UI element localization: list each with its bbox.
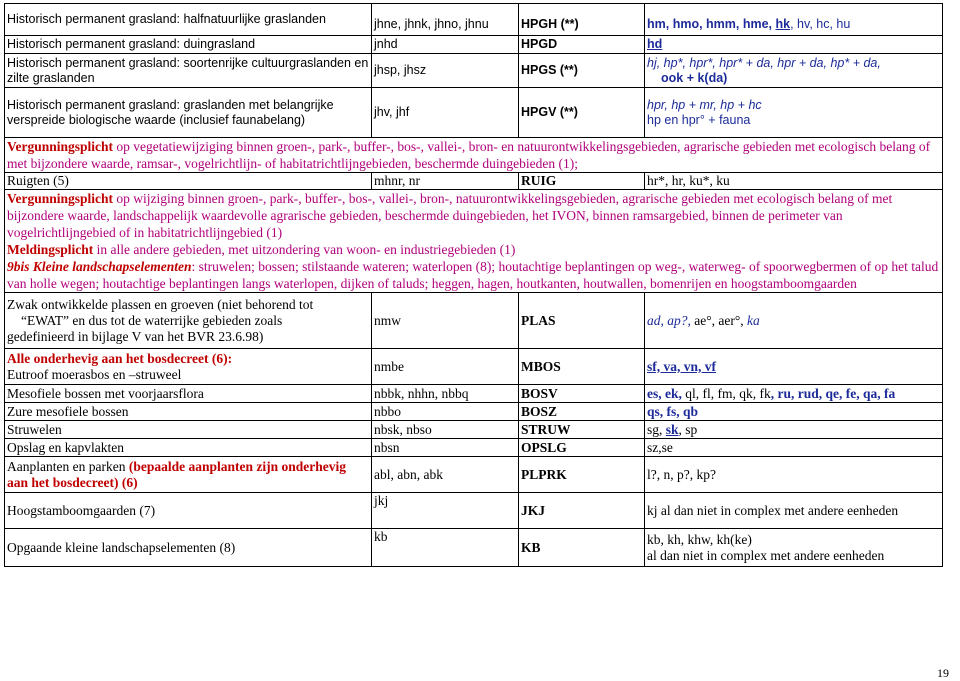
row-struw-units: sg, sk, sp	[645, 421, 943, 439]
row-bosz-units: qs, fs, qb	[645, 403, 943, 421]
row-kb-label: Opgaande kleine landschapselementen (8)	[5, 529, 372, 567]
row-opslg-label: Opslag en kapvlakten	[5, 439, 372, 457]
row-opslg-units: sz,se	[645, 439, 943, 457]
row-hpgs-abbr: HPGS (**)	[519, 54, 645, 88]
row-ruig-units: hr*, hr, ku*, ku	[645, 173, 943, 190]
row-mbos-code: nmbe	[372, 349, 519, 385]
row-hpgd-label: Historisch permanent grasland: duingrasland	[5, 36, 372, 54]
table-row	[5, 88, 943, 138]
row-hpgh-code: jhne, jhnk, jhno, jhnu	[372, 4, 519, 36]
row-struw-abbr: STRUW	[519, 421, 645, 439]
table-row	[5, 403, 943, 421]
table-row	[5, 457, 943, 493]
row-ruig-label: Ruigten (5)	[5, 173, 372, 190]
row-bosv-code: nbbk, nhhn, nbbq	[372, 385, 519, 403]
row-kb-code: kb	[372, 529, 519, 567]
row-hpgh-abbr: HPGH (**)	[519, 4, 645, 36]
table-row	[5, 421, 943, 439]
row-bosz-code: nbbo	[372, 403, 519, 421]
row-ruig-abbr: RUIG	[519, 173, 645, 190]
table-row	[5, 190, 943, 293]
table-row	[5, 493, 943, 529]
row-hpgv-units: hpr, hp + mr, hp + hc hp en hpr° + fauna	[645, 88, 943, 138]
row-bosz-label: Zure mesofiele bossen	[5, 403, 372, 421]
row-kb-abbr: KB	[519, 529, 645, 567]
table-row	[5, 293, 943, 349]
row-jkj-units: kj al dan niet in complex met andere eenheden	[645, 493, 943, 529]
vergunningsplicht-note-1: Vergunningsplicht op vegetatiewijziging binnen groen-, park-, buffer-, bos-, vallei-, bron- en natuurontwikkelingsgebieden, agrarische gebieden met ecologisch belang of met bijzondere waarde, ramsar-, vogelrichtlijn- of habitatrichtlijngebieden, beschermde duingebieden (1);	[5, 138, 943, 173]
row-mbos-abbr: MBOS	[519, 349, 645, 385]
row-plas-units: ad, ap?, ae°, aer°, ka	[645, 293, 943, 349]
row-bosv-abbr: BOSV	[519, 385, 645, 403]
table-row	[5, 529, 943, 567]
row-jkj-abbr: JKJ	[519, 493, 645, 529]
row-hpgd-abbr: HPGD	[519, 36, 645, 54]
row-hpgv-label: Historisch permanent grasland: graslanden met belangrijke verspreide biologische waarde (inclusief faunabelang)	[5, 88, 372, 138]
row-plprk-units: l?, n, p?, kp?	[645, 457, 943, 493]
row-hpgs-code: jhsp, jhsz	[372, 54, 519, 88]
row-plprk-code: abl, abn, abk	[372, 457, 519, 493]
notes-block	[5, 190, 943, 293]
row-jkj-label: Hoogstamboomgaarden (7)	[5, 493, 372, 529]
row-plprk-abbr: PLPRK	[519, 457, 645, 493]
row-kb-units: kb, kh, khw, kh(ke) al dan niet in complex met andere eenheden	[645, 529, 943, 567]
row-struw-code: nbsk, nbso	[372, 421, 519, 439]
row-bosv-units: es, ek, ql, fl, fm, qk, fk, ru, rud, qe, fe, qa, fa	[645, 385, 943, 403]
row-jkj-code: jkj	[372, 493, 519, 529]
row-hpgv-code: jhv, jhf	[372, 88, 519, 138]
row-hpgd-units: hd	[645, 36, 943, 54]
row-bosz-abbr: BOSZ	[519, 403, 645, 421]
habitat-table	[4, 3, 943, 567]
row-plas-code: nmw	[372, 293, 519, 349]
table-row	[5, 4, 943, 36]
row-hpgh-units: hm, hmo, hmm, hme, hk, hv, hc, hu	[645, 4, 943, 36]
row-plprk-label: Aanplanten en parken (bepaalde aanplanten zijn onderhevig aan het bosdecreet) (6)	[5, 457, 372, 493]
table-row	[5, 439, 943, 457]
row-plas-abbr: PLAS	[519, 293, 645, 349]
row-hpgs-units: hj, hp*, hpr*, hpr* + da, hpr + da, hp* + da, ook + k(da)	[645, 54, 943, 88]
row-plas-label: Zwak ontwikkelde plassen en groeven (niet behorend tot “EWAT” en dus tot de waterrijke gebieden zoals gedefinieerd in bijlage V van het BVR 23.6.98)	[5, 293, 372, 349]
row-hpgs-label: Historisch permanent grasland: soortenrijke cultuurgraslanden en zilte graslanden	[5, 54, 372, 88]
row-mbos-label: Alle onderhevig aan het bosdecreet (6): Eutroof moerasbos en –struweel	[5, 349, 372, 385]
row-opslg-abbr: OPSLG	[519, 439, 645, 457]
table-row	[5, 173, 943, 190]
page-number: 19	[937, 666, 949, 680]
table-row	[5, 36, 943, 54]
meldingsplicht-note: Meldingsplicht in alle andere gebieden, met uitzondering van woon- en industriegebieden (1)	[7, 242, 516, 257]
row-hpgv-abbr: HPGV (**)	[519, 88, 645, 138]
row-hpgh-label: Historisch permanent grasland: halfnatuurlijke graslanden	[5, 4, 372, 36]
table-row	[5, 385, 943, 403]
table-row	[5, 54, 943, 88]
row-ruig-code: mhnr, nr	[372, 173, 519, 190]
table-row	[5, 349, 943, 385]
table-row	[5, 138, 943, 173]
row-hpgd-code: jnhd	[372, 36, 519, 54]
row-opslg-code: nbsn	[372, 439, 519, 457]
vergunningsplicht-note-2: Vergunningsplicht op wijziging binnen groen-, park-, buffer-, bos-, vallei-, bron-, natuurontwikkelingsgebieden, agrarische gebieden met ecologisch belang of met bijzondere waarde, landschappelijk waardevolle agrarische gebieden, beschermde duingebieden, het IVON, binnen ramsargebied, binnen de perimeter van vogelrichtlijngebied of in habitatrichtlijngebied (1)	[7, 191, 893, 240]
row-bosv-label: Mesofiele bossen met voorjaarsflora	[5, 385, 372, 403]
row-struw-label: Struwelen	[5, 421, 372, 439]
row-mbos-units: sf, va, vn, vf	[645, 349, 943, 385]
kleine-landschapselementen-note: 9bis Kleine landschapselementen: struwelen; bossen; stilstaande wateren; waterlopen (8); houtachtige beplantingen op weg-, waterweg- of spoorwegbermen of op het talud van holle wegen; houtachtige beplantingen langs waterlopen, dijken of taluds; heggen, hagen, houtkanten, houtwallen, bomenrijen en hoogstamboomgaarden	[7, 259, 939, 291]
